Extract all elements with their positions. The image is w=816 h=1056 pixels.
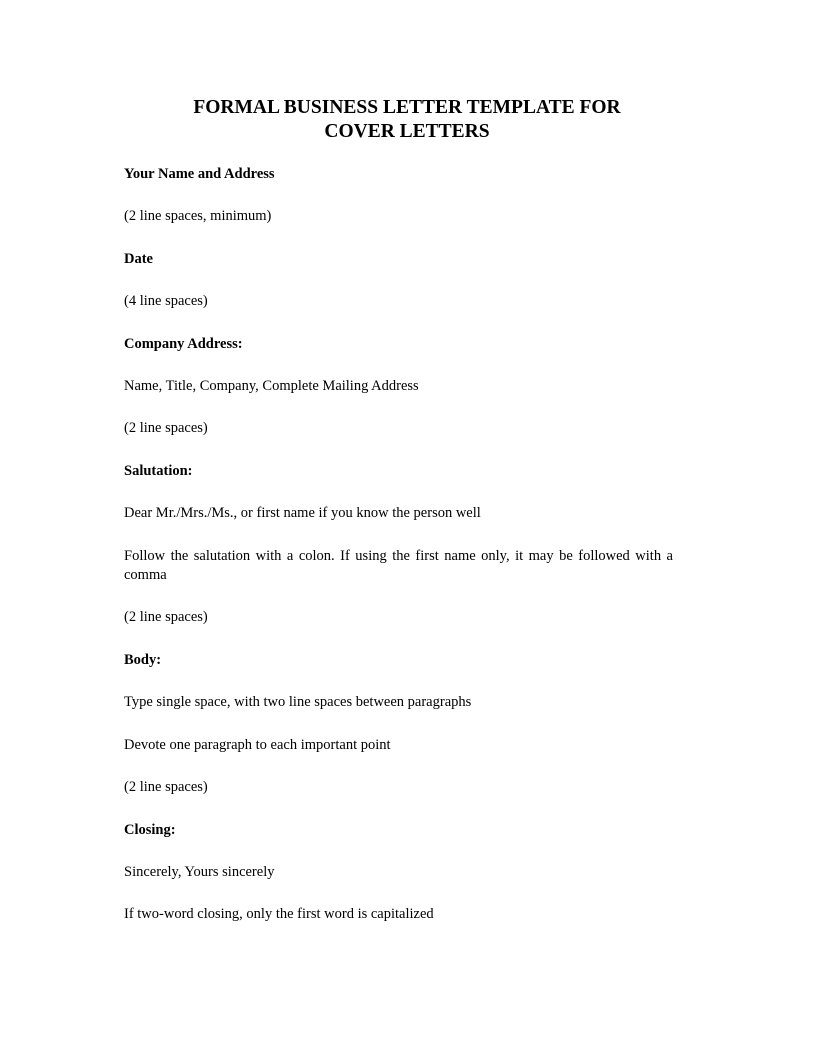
body-paragraph-note: Devote one paragraph to each important point — [124, 737, 391, 753]
note-two-line-spaces-1: (2 line spaces) — [124, 420, 208, 436]
heading-company-address: Company Address: — [124, 336, 243, 352]
heading-salutation: Salutation: — [124, 463, 193, 479]
document-title-line-2: COVER LETTERS — [324, 121, 490, 142]
heading-your-name-and-address: Your Name and Address — [124, 166, 275, 182]
heading-body: Body: — [124, 652, 162, 668]
document-title — [124, 96, 690, 144]
closing-capitalization-note: If two-word closing, only the first word is capitalized — [124, 906, 434, 922]
document-title-line-1: FORMAL BUSINESS LETTER TEMPLATE FOR — [193, 97, 621, 118]
heading-date: Date — [124, 251, 153, 267]
salutation-punctuation-note: Follow the salutation with a colon. If using the first name only, it may be followed with a comma — [124, 548, 673, 583]
closing-examples: Sincerely, Yours sincerely — [124, 864, 275, 880]
company-address-fields: Name, Title, Company, Complete Mailing Address — [124, 378, 419, 394]
body-spacing-note: Type single space, with two line spaces between paragraphs — [124, 694, 472, 710]
note-line-spaces-minimum: (2 line spaces, minimum) — [124, 208, 272, 224]
note-two-line-spaces-3: (2 line spaces) — [124, 779, 208, 795]
heading-closing: Closing: — [124, 822, 176, 838]
note-four-line-spaces: (4 line spaces) — [124, 293, 208, 309]
salutation-example: Dear Mr./Mrs./Ms., or first name if you know the person well — [124, 505, 481, 521]
note-two-line-spaces-2: (2 line spaces) — [124, 609, 208, 625]
